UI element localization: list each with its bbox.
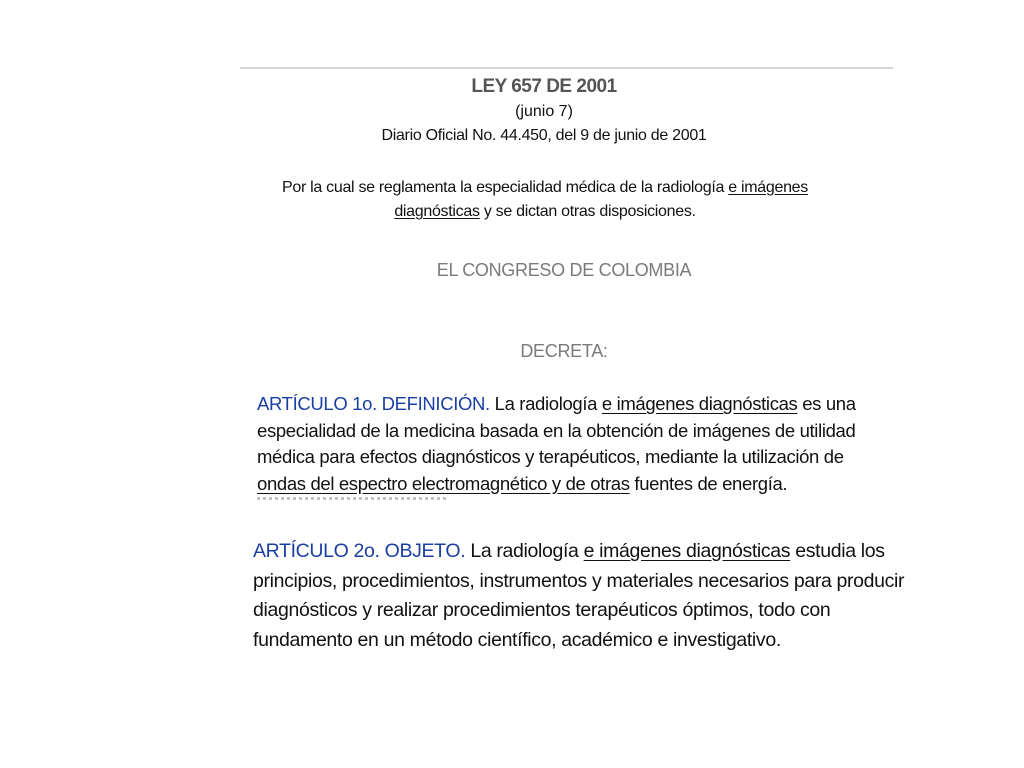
article-line — [257, 391, 857, 418]
decree-heading: DECRETA: — [520, 341, 608, 361]
article-text: estudia los — [790, 540, 885, 562]
article-1 — [257, 391, 857, 497]
article-line — [253, 537, 893, 567]
article-text: La radiología — [489, 393, 602, 414]
article-link[interactable]: e imágenes diagnósticas — [583, 540, 791, 562]
article-2 — [253, 537, 905, 655]
article-line: especialidad de la medicina basada en la obtención de imágenes de utilidad — [257, 419, 856, 441]
cropped-text-remnant — [257, 497, 447, 500]
article-line: médica para efectos diagnósticos y terapéuticos, mediante la utilización de — [257, 446, 844, 467]
article-heading: ARTÍCULO 1o. DEFINICIÓN. — [257, 393, 490, 414]
article-text: fuentes de energía. — [629, 472, 788, 494]
article-text: La radiología — [465, 540, 584, 562]
law-purpose — [270, 176, 820, 224]
article-line: diagnósticos y realizar procedimientos terapéuticos óptimos, todo con — [253, 599, 831, 621]
article-link[interactable]: e imágenes diagnósticas — [601, 393, 798, 414]
law-purpose-line-2 — [270, 200, 820, 224]
law-purpose-link[interactable]: e imágenes — [728, 179, 808, 196]
article-heading: ARTÍCULO 2o. OBJETO. — [253, 540, 466, 562]
article-link[interactable]: ondas del espectro electromagnético y de otras — [257, 472, 630, 494]
article-line: principios, procedimientos, instrumentos y materiales necesarios para producir — [253, 569, 905, 592]
article-line: fundamento en un método científico, académico e investigativo. — [253, 628, 781, 651]
law-date: (junio 7) — [515, 103, 573, 120]
law-purpose-line-1 — [270, 176, 820, 200]
law-purpose-text: Por la cual se reglamenta la especialidad médica de la radiología — [282, 179, 729, 196]
law-title: LEY 657 DE 2001 — [471, 76, 617, 97]
official-gazette-reference: Diario Oficial No. 44.450, del 9 de junio de 2001 — [381, 127, 707, 144]
law-purpose-link[interactable]: diagnósticas — [394, 203, 480, 220]
issuer-heading: EL CONGRESO DE COLOMBIA — [436, 260, 692, 280]
header-divider — [240, 67, 893, 69]
law-purpose-text: y se dictan otras disposiciones. — [479, 203, 696, 220]
article-line — [257, 471, 857, 498]
article-text: es una — [797, 393, 856, 414]
